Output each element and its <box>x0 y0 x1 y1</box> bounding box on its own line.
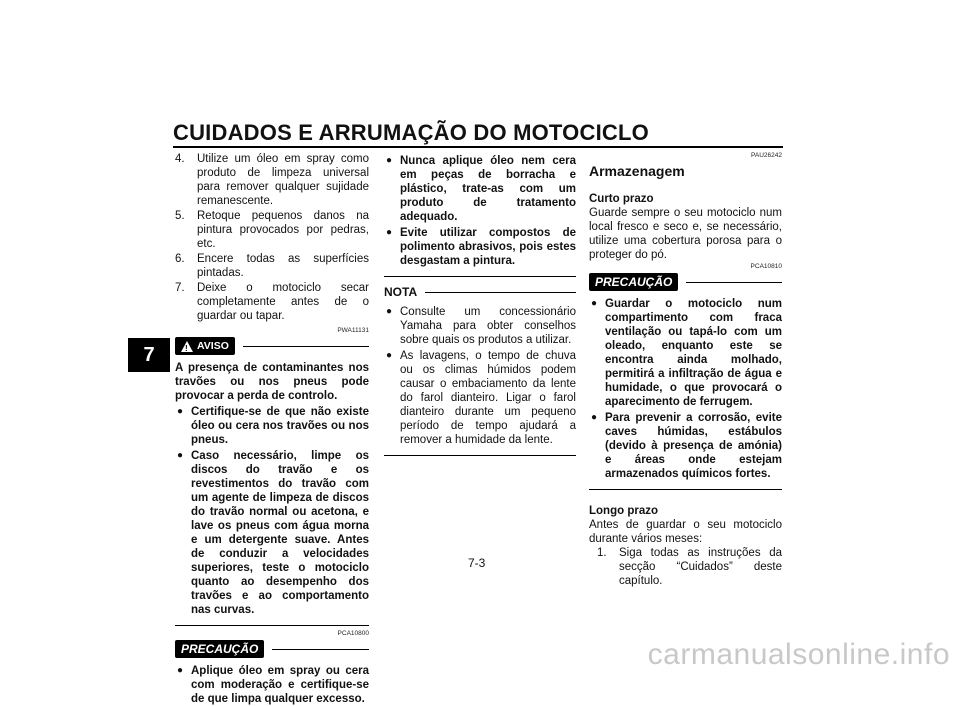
subsection-title: Longo prazo <box>589 505 658 517</box>
precaucao-bullet <box>589 411 782 481</box>
aviso-badge <box>175 337 235 355</box>
bullet-icon: ● <box>177 450 184 461</box>
column-3 <box>589 152 782 589</box>
section-end-rule <box>384 276 576 277</box>
section-end-rule <box>384 455 576 456</box>
precaucao-bullet <box>175 664 369 706</box>
aviso-code: PWA11131 <box>337 327 369 334</box>
nota-header <box>384 285 576 299</box>
precaucao-code: PCA10810 <box>750 263 782 270</box>
section-title: Armazenagem <box>589 163 685 179</box>
step-number: 5. <box>175 210 185 222</box>
bullet-icon: ● <box>386 227 393 238</box>
step-text: Retoque pequenos danos na pintura provocados por pedras, etc. <box>197 210 369 250</box>
step-1 <box>589 546 782 588</box>
aviso-bullet <box>175 449 369 617</box>
aviso-intro: A presença de contaminantes nos travões ou nos pneus pode provocar a perda de controlo. <box>175 362 369 402</box>
step-text: Siga todas as instruções da secção “Cuidados” deste capítulo. <box>619 547 782 587</box>
warning-icon: ! <box>181 341 193 352</box>
section-end-rule <box>175 625 369 626</box>
precaucao-badge: PRECAUÇÃO <box>175 640 264 658</box>
header-rule <box>272 649 369 650</box>
page-title: CUIDADOS E ARRUMAÇÃO DO MOTOCICLO <box>173 120 649 145</box>
nota-bullet <box>384 305 576 347</box>
precaucao-bullet <box>384 154 576 224</box>
step-text: Deixe o motociclo secar completamente antes de o guardar ou tapar. <box>197 282 369 322</box>
aviso-bullet <box>175 405 369 447</box>
precaucao-header <box>175 640 369 658</box>
step-text: Utilize um óleo em spray como produto de limpeza universal para remover qualquer sujidade remanescente. <box>197 153 369 207</box>
title-rule <box>173 146 783 148</box>
bullet-text: Para prevenir a corrosão, evite caves húmidas, estábulos (devido à presença de amónia) e áreas onde estejam armazenados químicos fortes. <box>605 412 782 480</box>
step-text: Encere todas as superfícies pintadas. <box>197 253 369 279</box>
bullet-text: Consulte um concessionário Yamaha para obter conselhos sobre quais os produtos a utilizar. <box>400 306 576 346</box>
bullet-icon: ● <box>386 306 393 317</box>
column-2 <box>384 152 576 460</box>
bullet-text: Caso necessário, limpe os discos do travão e os revestimentos do travão com um agente de limpeza de discos do travão normal ou acetona, e lave os pneus com água morna e um detergente suave. Antes de conduzir a velocidades superiores, teste o motociclo quanto ao desempenho dos travões e ao comportamento nas curvas. <box>191 450 369 616</box>
step-5 <box>175 209 369 251</box>
bullet-text: Guardar o motociclo num compartimento com fraca ventilação ou tapá-lo com um oleado, enquanto este se encontra ainda molhado, permitirá a infiltração de água e humidade, o que provocará o aparecimento de ferrugem. <box>605 298 782 408</box>
nota-bullet <box>384 349 576 447</box>
header-rule <box>425 292 576 293</box>
step-number: 4. <box>175 153 185 165</box>
step-number: 7. <box>175 282 185 294</box>
aviso-label: AVISO <box>197 340 229 352</box>
bullet-text: Aplique óleo em spray ou cera com moderação e certifique-se de que limpa qualquer excesso. <box>191 665 369 705</box>
bullet-icon: ● <box>386 155 393 166</box>
aviso-header <box>175 337 369 355</box>
column-1 <box>175 152 369 706</box>
step-6 <box>175 252 369 280</box>
bullet-text: Certifique-se de que não existe óleo ou cera nos travões ou nos pneus. <box>191 406 369 446</box>
nota-label: NOTA <box>384 285 418 299</box>
bullet-icon: ● <box>591 298 598 309</box>
bullet-text: Nunca aplique óleo nem cera em peças de borracha e plástico, trate-as com um produto de tratamento adequado. <box>400 155 576 223</box>
page-number: 7-3 <box>468 556 486 570</box>
precaucao-bullet <box>384 226 576 268</box>
bullet-text: Evite utilizar compostos de polimento abrasivos, pois estes desgastam a pintura. <box>400 227 576 267</box>
bullet-icon: ● <box>386 350 393 361</box>
step-number: 1. <box>597 547 607 559</box>
bullet-icon: ● <box>177 406 184 417</box>
precaucao-header <box>589 273 782 291</box>
subsection-text: Antes de guardar o seu motociclo durante vários meses: <box>589 519 782 545</box>
bullet-icon: ● <box>177 665 184 676</box>
precaucao-code: PCA10800 <box>337 630 369 637</box>
precaucao-badge: PRECAUÇÃO <box>589 273 678 291</box>
chapter-tab: 7 <box>128 338 170 372</box>
header-rule <box>686 282 782 283</box>
section-code: PAU26242 <box>751 152 782 159</box>
section-end-rule <box>589 489 782 490</box>
subsection-text: Guarde sempre o seu motociclo num local fresco e seco e, se necessário, utilize uma cobertura porosa para o proteger do pó. <box>589 207 782 261</box>
bullet-text: As lavagens, o tempo de chuva ou os climas húmidos podem causar o embaciamento da lente do farol dianteiro. Ligar o farol dianteiro durante um pequeno período de tempo ajudará a remover a humidade da lente. <box>400 350 576 446</box>
step-7 <box>175 281 369 323</box>
bullet-icon: ● <box>591 412 598 423</box>
header-rule <box>243 346 369 347</box>
step-4 <box>175 152 369 208</box>
precaucao-bullet <box>589 297 782 409</box>
step-number: 6. <box>175 253 185 265</box>
watermark: carmanualsonline.info <box>647 638 950 671</box>
subsection-title: Curto prazo <box>589 193 654 205</box>
